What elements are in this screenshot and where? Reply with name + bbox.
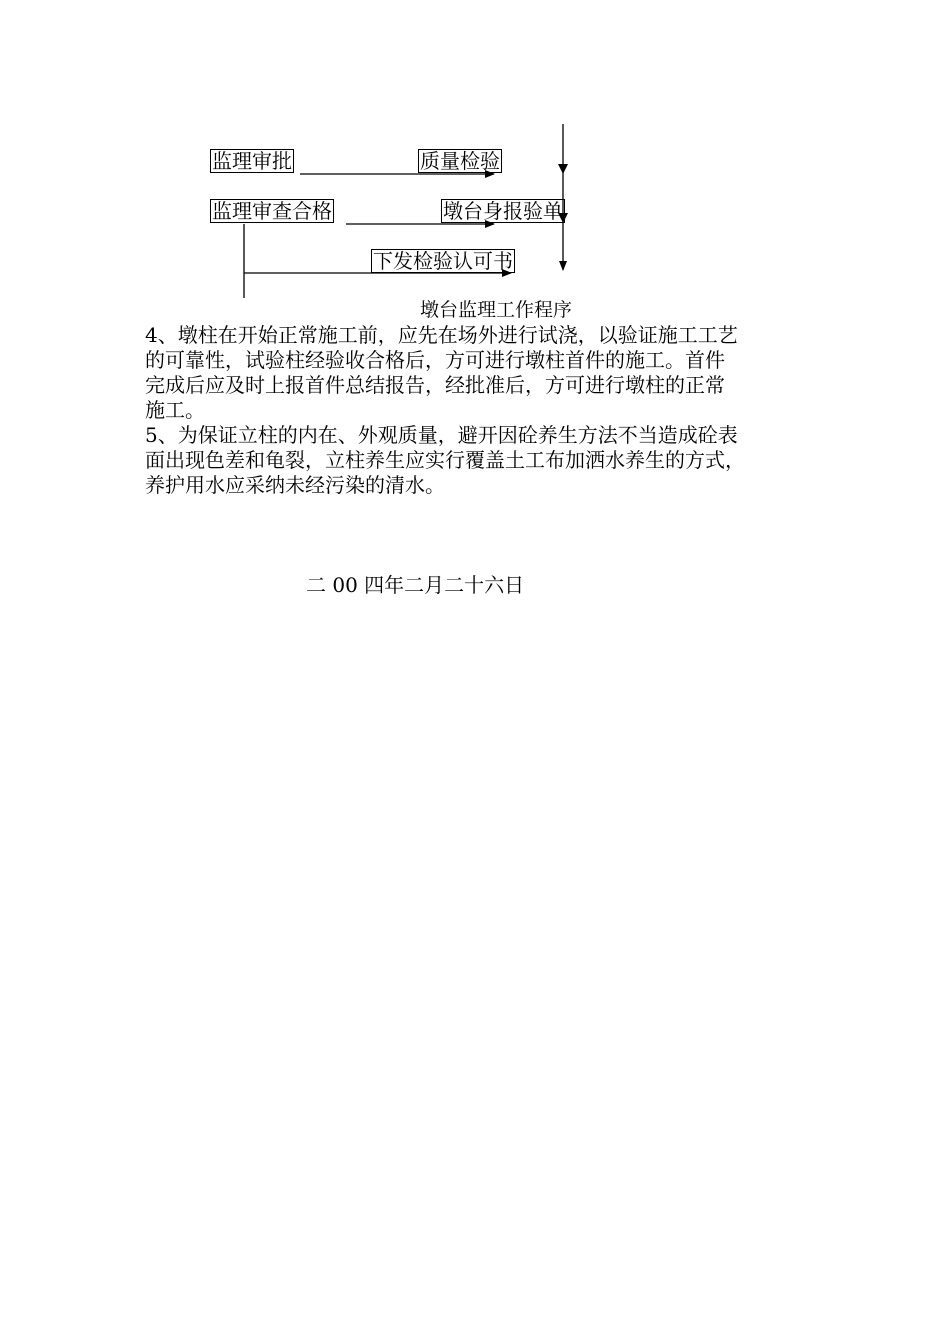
box-pier-report-form: 墩台身报验单 xyxy=(443,199,563,223)
paragraph-4-line-3: 完成后应及时上报首件总结报告，经批准后，方可进行墩柱的正常 xyxy=(145,373,725,397)
paragraph-5-line-2: 面出现色差和龟裂，立柱养生应实行覆盖土工布加洒水养生的方式， xyxy=(145,448,745,472)
flowchart-caption: 墩台监理工作程序 xyxy=(420,299,573,321)
body-text xyxy=(145,323,835,498)
paragraph-4-line-2: 的可靠性，试验柱经验收合格后，方可进行墩柱首件的施工。首件 xyxy=(145,348,725,372)
box-supervision-approval: 监理审批 xyxy=(212,149,292,173)
paragraph-5-line-3: 养护用水应采纳未经污染的清水。 xyxy=(145,473,445,497)
paragraph-4-line-1: 4、墩柱在开始正常施工前，应先在场外进行试浇，以验证施工工艺 xyxy=(145,323,738,347)
box-quality-inspection: 质量检验 xyxy=(420,149,500,173)
box-issue-permit: 下发检验认可书 xyxy=(373,249,513,273)
box-review-passed: 监理审查合格 xyxy=(212,199,332,223)
supervision-flowchart xyxy=(0,0,950,320)
document-date: 二 00 四年二月二十六日 xyxy=(306,573,525,597)
paragraph-4-line-4: 施工。 xyxy=(145,398,205,422)
paragraph-5-line-1: 5、为保证立柱的内在、外观质量，避开因砼养生方法不当造成砼表 xyxy=(145,423,738,447)
vertical-arrowhead-1 xyxy=(558,164,568,174)
